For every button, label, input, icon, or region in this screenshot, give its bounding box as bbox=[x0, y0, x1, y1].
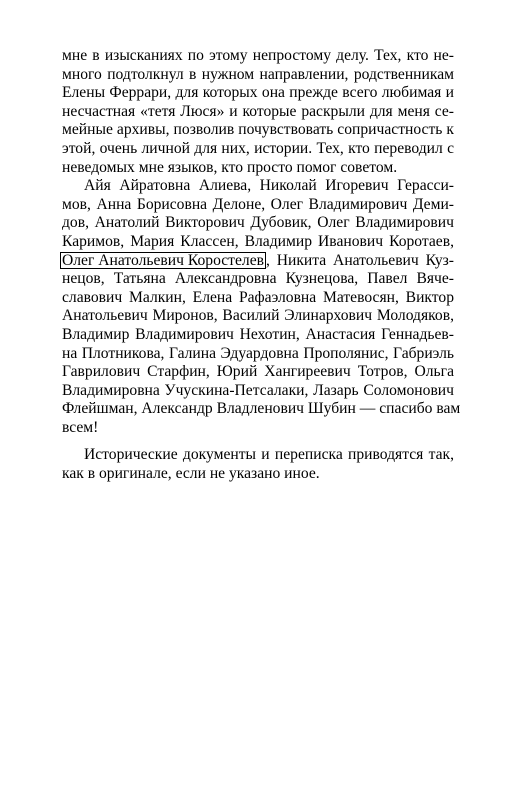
text-line: Каримов, Мария Классен, Владимир Иванович Коротаев, bbox=[62, 232, 454, 250]
text-line: несчастная «тетя Люся» и которые раскрыли для меня се- bbox=[62, 102, 454, 120]
paragraph-documents-note bbox=[62, 446, 454, 483]
text-line: всем! bbox=[62, 418, 99, 436]
text-line: Владимир Владимирович Нехотин, Анастасия Геннадьев- bbox=[62, 325, 454, 343]
text-line: на Плотникова, Галина Эдуардовна Прополянис, Габриэль bbox=[62, 344, 454, 362]
text-line: Анатольевич Миронов, Василий Элинархович Молодяков, bbox=[62, 307, 454, 325]
paragraph-acknowledgments-intro bbox=[62, 47, 454, 177]
text-line: как в оригинале, если не указано иное. bbox=[62, 465, 320, 483]
text-line: мейные архивы, позволив почувствовать сопричастность к bbox=[62, 121, 454, 139]
page-text bbox=[62, 47, 461, 484]
text-line: много подтолкнул в нужном направлении, родственникам bbox=[62, 65, 454, 83]
text-line-with-boxed-name bbox=[62, 252, 454, 271]
text-line: Гаврилович Старфин, Юрий Хангиреевич Тотров, Ольга bbox=[62, 363, 454, 381]
text-line: славович Малкин, Елена Рафаэловна Матевосян, Виктор bbox=[62, 288, 454, 306]
paragraph-gap bbox=[62, 437, 454, 446]
text-line: неведомых мне языков, кто просто помог советом. bbox=[62, 158, 398, 176]
text-line: нецов, Татьяна Александровна Кузнецова, Павел Вяче- bbox=[62, 270, 454, 288]
text-line-rest: , Никита Анатольевич Куз- bbox=[265, 251, 454, 269]
text-line: этой, очень личной для них, истории. Тех, кто переводил с bbox=[62, 139, 454, 157]
text-line: дов, Анатолий Викторович Дубовик, Олег Владимирович bbox=[62, 214, 454, 232]
text-line: мов, Анна Борисовна Делоне, Олег Владимирович Деми- bbox=[62, 195, 454, 213]
text-line: мне в изысканиях по этому непростому делу. Тех, кто не- bbox=[62, 47, 454, 64]
highlighted-name-box: Олег Анатольевич Коростелев bbox=[62, 251, 264, 269]
text-line: Владимировна Учускина-Петсалаки, Лазарь Соломонович bbox=[62, 381, 454, 399]
paragraph-names-list bbox=[62, 177, 461, 437]
text-line: Исторические документы и переписка приводятся так, bbox=[84, 446, 454, 464]
text-line: Флейшман, Александр Владленович Шубин — спасибо вам bbox=[62, 400, 461, 418]
text-line: Елены Феррари, для которых она прежде всего любимая и bbox=[62, 84, 454, 102]
text-line: Айя Айратовна Алиева, Николай Игоревич Герасси- bbox=[84, 177, 454, 195]
